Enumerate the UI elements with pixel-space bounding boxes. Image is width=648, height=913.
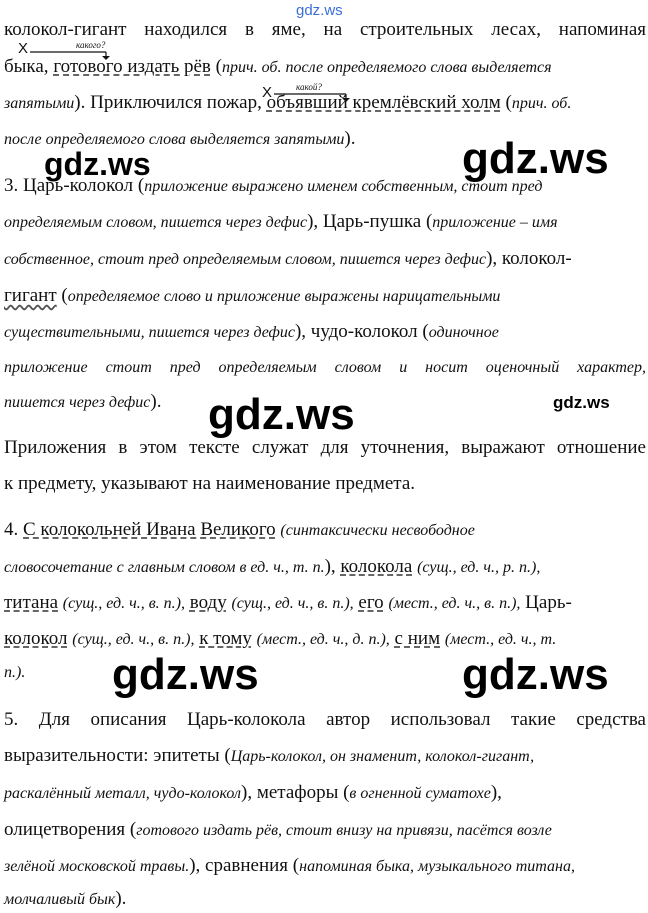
note-text: определяемым словом, пишется через дефис <box>4 214 308 231</box>
participle-phrase: объявший кремлёвский холм <box>266 92 501 113</box>
text-fragment: ), сравнения ( <box>189 855 300 876</box>
note-text: существительными, пишется через дефис <box>4 324 295 341</box>
text-fragment: ). <box>115 888 127 909</box>
text-fragment: ), метафоры ( <box>241 782 350 803</box>
text-line: п.). <box>4 664 26 681</box>
watermark: gdz.ws <box>462 134 609 183</box>
text-fragment: 3. Царь-колокол ( <box>4 175 145 196</box>
text-line <box>4 555 646 580</box>
watermark: gdz.ws <box>44 146 151 182</box>
text-line <box>4 854 646 879</box>
text-fragment: ( <box>215 56 222 77</box>
text-line <box>4 55 646 80</box>
text-fragment: ), колокол- <box>486 248 572 269</box>
text-fragment: олицетворения ( <box>4 819 137 840</box>
watermark: gdz.ws <box>112 650 259 699</box>
cross-mark: X <box>262 84 273 101</box>
note-text: (сущ., ед. ч., р. п.), <box>417 559 541 576</box>
text-fragment: Царь- <box>525 592 572 613</box>
text-fragment: ( <box>56 285 68 306</box>
text-fragment: ), <box>490 782 502 803</box>
watermark: gdz.ws <box>553 393 610 412</box>
text-line <box>4 627 646 652</box>
note-text: раскалённый металл, чудо-колокол <box>4 785 241 802</box>
word: к тому <box>199 628 252 649</box>
word: колокол <box>4 628 68 649</box>
note-text: (мест., ед. ч., д. п.), <box>256 631 390 648</box>
note-text: молчаливый бык <box>4 891 116 908</box>
text-line <box>4 174 646 199</box>
note-text: напоминая быка, музыкального титана, <box>299 858 575 875</box>
note-text: словосочетание с главным словом в ед. ч., т. п. <box>4 559 325 576</box>
text-fragment: ). <box>150 391 162 412</box>
cross-mark: X <box>18 40 29 57</box>
text-line: к предмету, указывают на наименование предмета. <box>4 473 416 494</box>
note-text: (синтаксически несвободное <box>280 522 475 539</box>
note-text: после определяемого слова выделяется запятыми <box>4 131 345 148</box>
note-text: (мест., ед. ч., т. <box>444 631 557 648</box>
word: колокола <box>340 556 413 577</box>
word: титана <box>4 592 59 613</box>
note-text: (сущ., ед. ч., в. п.), <box>72 631 195 648</box>
text-line <box>4 247 646 272</box>
text-fragment: ). <box>344 128 356 149</box>
text-line: 5. Для описания Царь-колокола автор использовал такие средства <box>4 709 646 730</box>
note-text: приложение – имя <box>432 214 558 231</box>
note-text: готового издать рёв, стоит внизу на привязи, пасётся возле <box>136 822 552 839</box>
note-text: одиночное <box>428 324 499 341</box>
word: с ним <box>394 628 441 649</box>
note-text: Царь-колокол, он знаменит, колокол-гигант, <box>230 748 535 765</box>
note-text: зелёной московской травы. <box>4 858 190 875</box>
text-fragment: ), <box>324 556 336 577</box>
text-line <box>4 887 646 912</box>
note-text: собственное, стоит пред определяемым словом, пишется через дефис <box>4 251 487 268</box>
text-line <box>4 744 646 769</box>
text-fragment: гигант <box>4 285 57 306</box>
watermark: gdz.ws <box>462 650 609 699</box>
text-line <box>4 591 646 616</box>
question-note: какой? <box>296 82 322 92</box>
text-line <box>4 320 646 345</box>
text-fragment: ( <box>505 92 512 113</box>
note-text: (мест., ед. ч., в. п.), <box>388 595 521 612</box>
watermark-top: gdz.ws <box>296 2 343 19</box>
text-line <box>4 518 646 543</box>
text-line <box>4 210 646 235</box>
text-fragment: 4. <box>4 519 19 540</box>
phrase: С колокольней Ивана Великого <box>23 519 276 540</box>
note-text: определяемое слово и приложение выражены нарицательными <box>67 288 501 305</box>
text-fragment: ). Приключился пожар, <box>74 92 262 113</box>
note-text: прич. об. <box>511 95 572 112</box>
text-fragment: ), Царь-пушка ( <box>307 211 433 232</box>
note-text: (сущ., ед. ч., в. п.), <box>231 595 354 612</box>
question-note: какого? <box>76 40 106 50</box>
text-fragment: выразительности: эпитеты ( <box>4 745 231 766</box>
text-line <box>4 91 646 116</box>
text-line <box>4 818 646 843</box>
note-text: прич. об. после определяемого слова выделяется <box>222 59 552 76</box>
watermark: gdz.ws <box>208 390 355 439</box>
word: его <box>358 592 384 613</box>
text-line <box>4 284 646 309</box>
text-line <box>4 781 646 806</box>
text-fragment: ), чудо-колокол ( <box>294 321 429 342</box>
participle-phrase: готового издать рёв <box>53 56 211 77</box>
word: воду <box>189 592 227 613</box>
text-line: Приложения в этом тексте служат для уточнения, выражают отношение <box>4 437 646 458</box>
text-fragment: быка, <box>4 56 49 77</box>
note-text: приложение выражено именем собственным, стоит пред <box>144 178 543 195</box>
note-text: в огненной суматохе <box>349 785 491 802</box>
text-line: приложение стоит пред определяемым словом и носит оценочный характер, <box>4 359 646 376</box>
note-text: запятыми <box>4 95 75 112</box>
note-text: (сущ., ед. ч., в. п.), <box>62 595 185 612</box>
note-text: пишется через дефис <box>4 394 151 411</box>
text-line: колокол-гигант находился в яме, на строительных лесах, напоминая <box>4 19 646 40</box>
